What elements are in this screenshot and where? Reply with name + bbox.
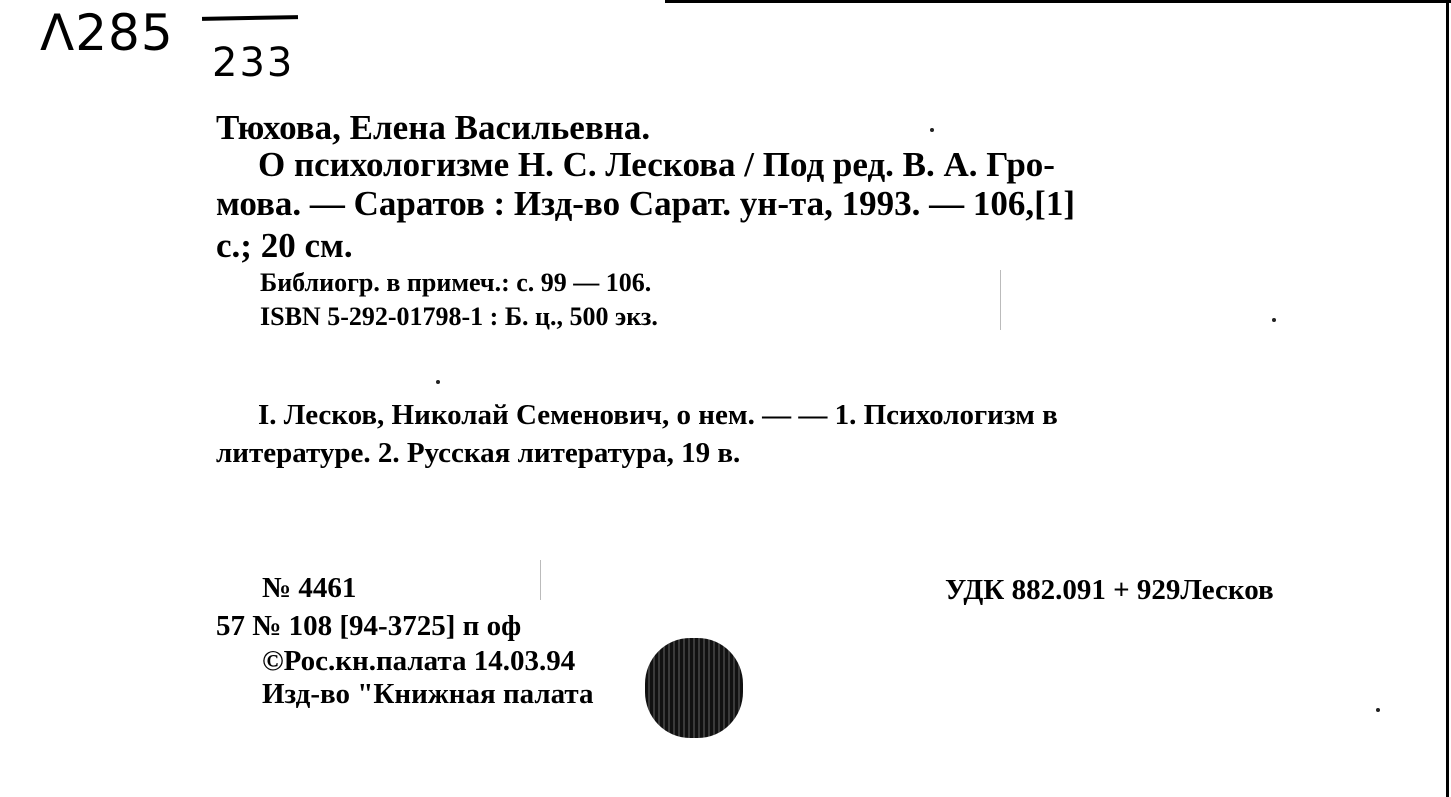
print-info-line: 57 № 108 [94-3725] п оф bbox=[216, 610, 522, 642]
udk-code: УДК 882.091 + 929Лесков bbox=[945, 574, 1274, 606]
shelfmark-bottom: 233 bbox=[212, 40, 295, 86]
scan-speck bbox=[436, 380, 440, 384]
publisher-line: Изд-во "Книжная палата bbox=[262, 678, 594, 710]
card-number: № 4461 bbox=[262, 572, 357, 604]
shelfmark-divider bbox=[202, 15, 298, 21]
card-right-border bbox=[1446, 0, 1449, 797]
subject-line-2: литературе. 2. Русская литература, 19 в. bbox=[216, 437, 741, 469]
scan-artifact bbox=[540, 560, 541, 600]
card-top-border bbox=[665, 0, 1451, 3]
ink-blot bbox=[645, 638, 743, 738]
subject-line-1: I. Лесков, Николай Семенович, о нем. — — 1. Психологизм в bbox=[258, 399, 1058, 431]
bibliography-note: Библиогр. в примеч.: с. 99 — 106. bbox=[260, 268, 652, 297]
copyright-line: ©Рос.кн.палата 14.03.94 bbox=[262, 645, 576, 677]
scan-speck bbox=[930, 128, 934, 132]
title-line-2: мова. — Саратов : Изд-во Сарат. ун-та, 1993. — 106,[1] bbox=[216, 184, 1075, 223]
shelfmark-top: Λ285 bbox=[40, 4, 174, 62]
title-line-1: О психологизме Н. С. Лескова / Под ред. В. А. Гро- bbox=[258, 145, 1055, 184]
title-line-3: с.; 20 см. bbox=[216, 226, 353, 265]
scan-speck bbox=[1272, 318, 1276, 322]
isbn-note: ISBN 5-292-01798-1 : Б. ц., 500 экз. bbox=[260, 302, 658, 331]
scan-speck bbox=[1376, 708, 1380, 712]
author-heading: Тюхова, Елена Васильевна. bbox=[216, 108, 651, 147]
scan-artifact bbox=[1000, 270, 1001, 330]
